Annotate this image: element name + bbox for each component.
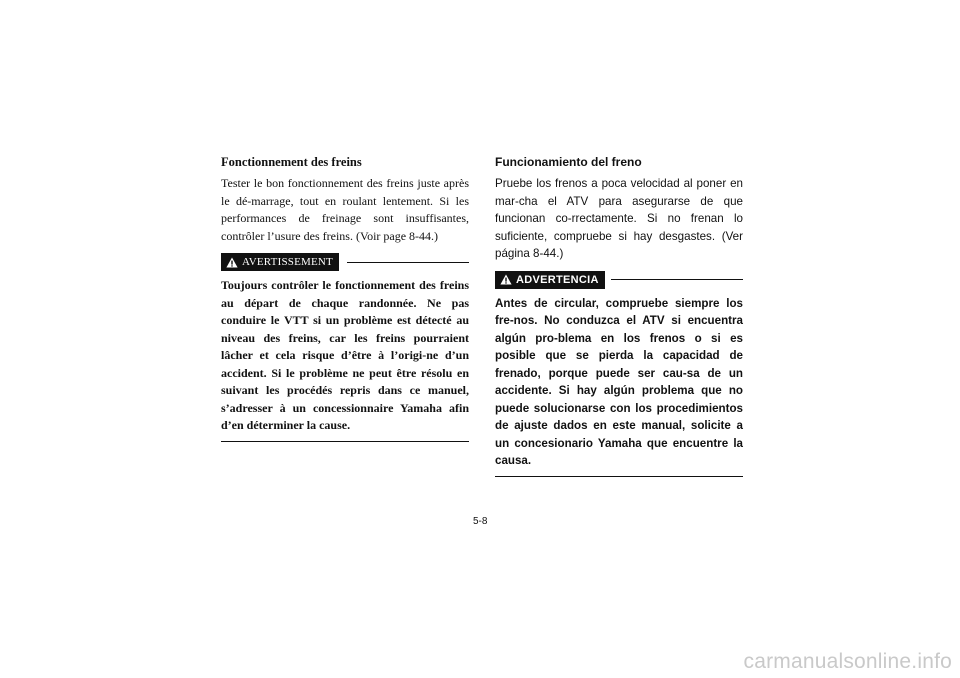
spanish-warning-rule [611, 279, 743, 280]
spanish-warning-badge [495, 271, 605, 289]
french-warning-rule [347, 262, 469, 263]
warning-triangle-icon [226, 257, 238, 268]
french-heading: Fonctionnement des freins [221, 155, 362, 169]
spanish-column [495, 154, 743, 477]
warning-triangle-icon [500, 274, 512, 285]
spanish-body-text: Pruebe los frenos a poca velocidad al poner en mar-cha el ATV para asegurarse de que funcionan co-rrectamente. Si no frenan lo suficiente, compruebe si hay desgastes. (Ver página 8-44.) [495, 177, 743, 260]
french-warning-label: AVERTISSEMENT [242, 256, 333, 268]
french-warning-end-rule [221, 441, 469, 442]
spanish-heading: Funcionamiento del freno [495, 155, 642, 169]
watermark: carmanualsonline.info [743, 650, 952, 673]
french-body-text: Tester le bon fonctionnement des freins juste après le dé-marrage, tout en roulant lentement. Si les performances de freinage sont insuffisantes, contrôler l’usure des freins. (Voir page 8-44.) [221, 176, 469, 243]
spanish-warning-text: Antes de circular, compruebe siempre los fre-nos. No conduzca el ATV si encuentra algún pro-blema en los frenos o si es posible que se pierda la capacidad de frenado, porque puede ser cau-sa de un accidente. Si hay algún problema que no puede solucionarse con los procedimientos de ajuste dados en este manual, solicite a un concesionario Yamaha que encuentre la causa. [495, 296, 743, 467]
french-column [221, 154, 469, 442]
spanish-warning-end-rule [495, 476, 743, 477]
spanish-warning-label: ADVERTENCIA [516, 273, 599, 286]
spanish-warning-header [495, 271, 743, 289]
french-warning-header [221, 253, 469, 271]
french-warning-text: Toujours contrôler le fonctionnement des freins au départ de chaque randonnée. Ne pas conduire le VTT si un problème est détecté au niveau des freins, car les freins pourraient lâcher et cela risque d’être à l’origi-ne d’un accident. Si le problème ne peut être résolu en suivant les procédés repris dans ce manuel, s’adresser à un concessionnaire Yamaha afin d’en déterminer la cause. [221, 278, 469, 432]
page-number: 5-8 [473, 516, 488, 527]
french-warning-badge [221, 253, 339, 271]
